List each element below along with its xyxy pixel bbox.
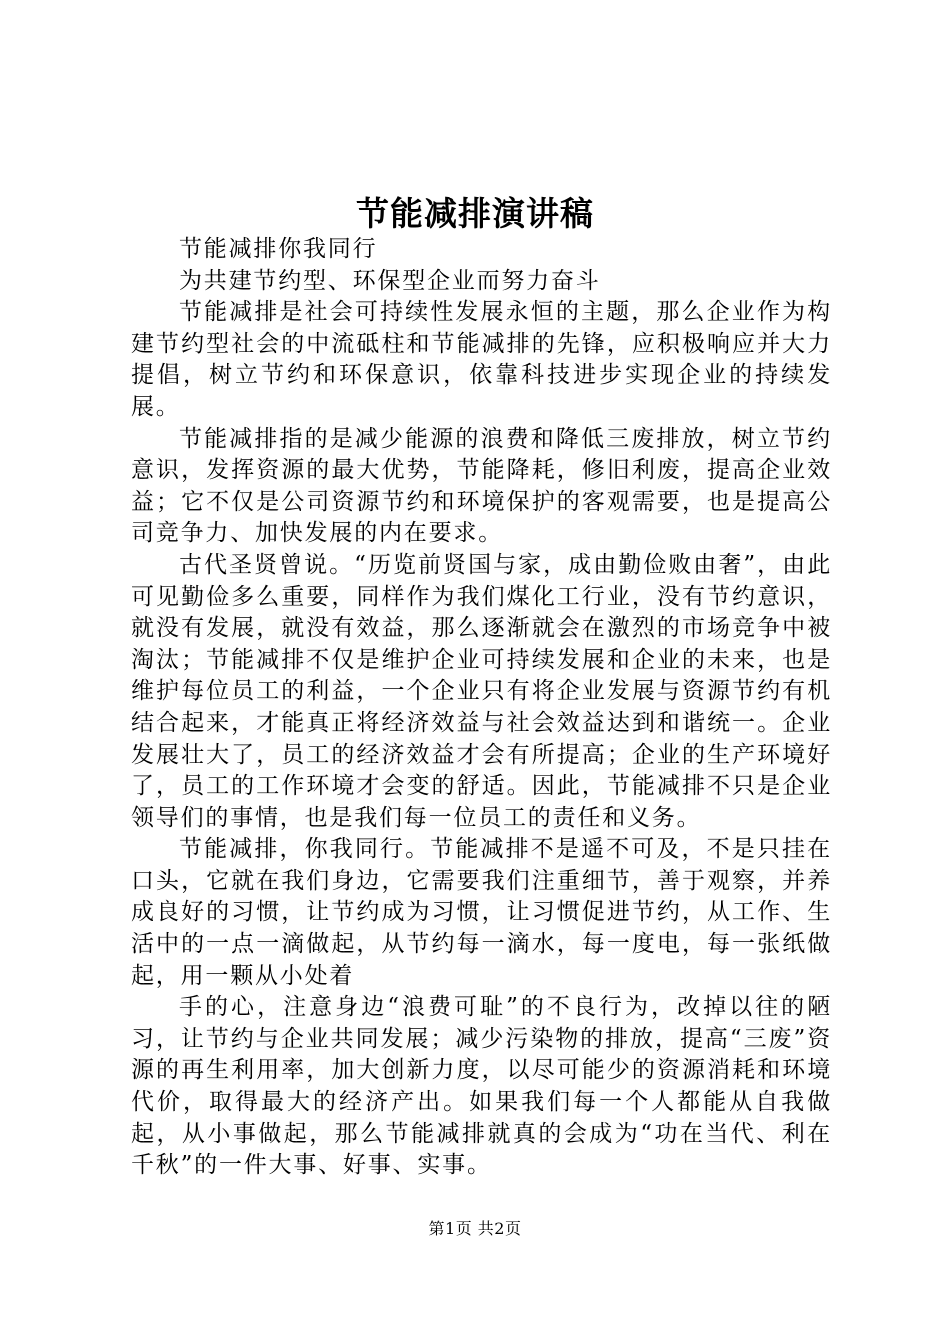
body-paragraph: 手的心，注意身边“浪费可耻”的不良行为，改掉以往的陋习，让节约与企业共同发展；减少污染物的排放，提高“三废”资源的再生利用率，加大创新力度，以尽可能少的资源消耗和环境代价，取得最大的经济产出。如果我们每一个人都能从自我做起，从小事做起，那么节能减排就真的会成为“功在当代、利在千秋”的一件大事、好事、实事。: [131, 994, 832, 1179]
body-paragraph: 节能减排指的是减少能源的浪费和降低三废排放，树立节约意识，发挥资源的最大优势，节能降耗，修旧利废，提高企业效益；它不仅是公司资源节约和环境保护的客观需要，也是提高公司竞争力、加快发展的内在要求。: [131, 425, 832, 547]
body-paragraph: 节能减排是社会可持续性发展永恒的主题，那么企业作为构建节约型社会的中流砥柱和节能减排的先锋，应积极响应并大力提倡，树立节约和环保意识，依靠科技进步实现企业的持续发展。: [131, 299, 832, 420]
document-body: [131, 234, 832, 1182]
subtitle-line: 节能减排你我同行: [179, 236, 378, 262]
page-number: 第1页 共2页: [428, 1219, 522, 1238]
subtitle-line: 为共建节约型、环保型企业而努力奋斗: [179, 267, 601, 294]
body-paragraph: 古代圣贤曾说。“历览前贤国与家，成由勤俭败由奢”，由此可见勤俭多么重要，同样作为我们煤化工行业，没有节约意识，就没有发展，就没有效益，那么逐渐就会在激烈的市场竞争中被淘汰；节能减排不仅是维护企业可持续发展和企业的未来，也是维护每位员工的利益，一个企业只有将企业发展与资源节约有机结合起来，才能真正将经济效益与社会效益达到和谐统一。企业发展壮大了，员工的经济效益才会有所提高；企业的生产环境好了，员工的工作环境才会变的舒适。因此，节能减排不只是企业领导们的事情，也是我们每一位员工的责任和义务。: [131, 551, 832, 831]
body-paragraph: 节能减排，你我同行。节能减排不是遥不可及，不是只挂在口头，它就在我们身边，它需要我们注重细节，善于观察，并养成良好的习惯，让节约成为习惯，让习惯促进节约，从工作、生活中的一点一滴做起，从节约每一滴水，每一度电，每一张纸做起，用一颗从小处着: [131, 836, 832, 989]
page-title: 节能减排演讲稿: [356, 194, 594, 233]
